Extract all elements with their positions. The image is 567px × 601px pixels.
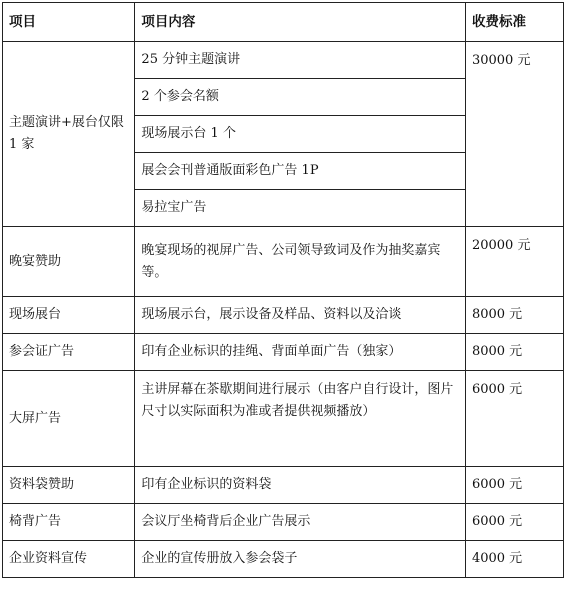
item-content: 会议厅坐椅背后企业广告展示 <box>135 504 466 541</box>
header-content: 项目内容 <box>135 3 466 42</box>
table-row <box>3 371 564 467</box>
table-row <box>3 541 564 578</box>
table-row <box>3 42 564 79</box>
item-name: 晚宴赞助 <box>3 227 135 297</box>
item-price: 8000 元 <box>465 297 563 334</box>
item-name: 椅背广告 <box>3 504 135 541</box>
package-item: 2 个参会名额 <box>135 79 466 116</box>
item-price: 6000 元 <box>465 467 563 504</box>
package-name: 主题演讲+展台仅限 1 家 <box>9 115 124 152</box>
sponsorship-pricing-table <box>2 2 564 578</box>
package-item: 展会会刊普通版面彩色广告 1P <box>135 153 466 190</box>
item-price: 20000 元 <box>465 227 563 297</box>
item-content: 印有企业标识的挂绳、背面单面广告（独家） <box>135 334 466 371</box>
package-price: 30000 元 <box>465 42 563 227</box>
item-price: 6000 元 <box>465 504 563 541</box>
table-row <box>3 504 564 541</box>
item-price: 4000 元 <box>465 541 563 578</box>
package-item: 25 分钟主题演讲 <box>135 42 466 79</box>
item-content: 企业的宣传册放入参会袋子 <box>135 541 466 578</box>
item-name: 大屏广告 <box>3 371 135 467</box>
table-row <box>3 297 564 334</box>
item-name: 现场展台 <box>3 297 135 334</box>
item-price: 8000 元 <box>465 334 563 371</box>
table-header-row <box>3 3 564 42</box>
package-name-cell <box>3 42 135 227</box>
item-content: 现场展示台，展示设备及样品、资料以及洽谈 <box>135 297 466 334</box>
table-row <box>3 334 564 371</box>
item-content: 印有企业标识的资料袋 <box>135 467 466 504</box>
table-row <box>3 467 564 504</box>
item-content: 晚宴现场的视屏广告、公司领导致词及作为抽奖嘉宾等。 <box>135 227 466 297</box>
header-price: 收费标准 <box>465 3 563 42</box>
package-item: 易拉宝广告 <box>135 190 466 227</box>
item-name: 企业资料宣传 <box>3 541 135 578</box>
item-name: 参会证广告 <box>3 334 135 371</box>
header-item: 项目 <box>3 3 135 42</box>
package-item: 现场展示台 1 个 <box>135 116 466 153</box>
table-row <box>3 227 564 297</box>
item-name: 资料袋赞助 <box>3 467 135 504</box>
item-price: 6000 元 <box>465 371 563 467</box>
item-content: 主讲屏幕在茶歇期间进行展示（由客户自行设计，图片尺寸以实际面积为准或者提供视频播放） <box>135 371 466 467</box>
